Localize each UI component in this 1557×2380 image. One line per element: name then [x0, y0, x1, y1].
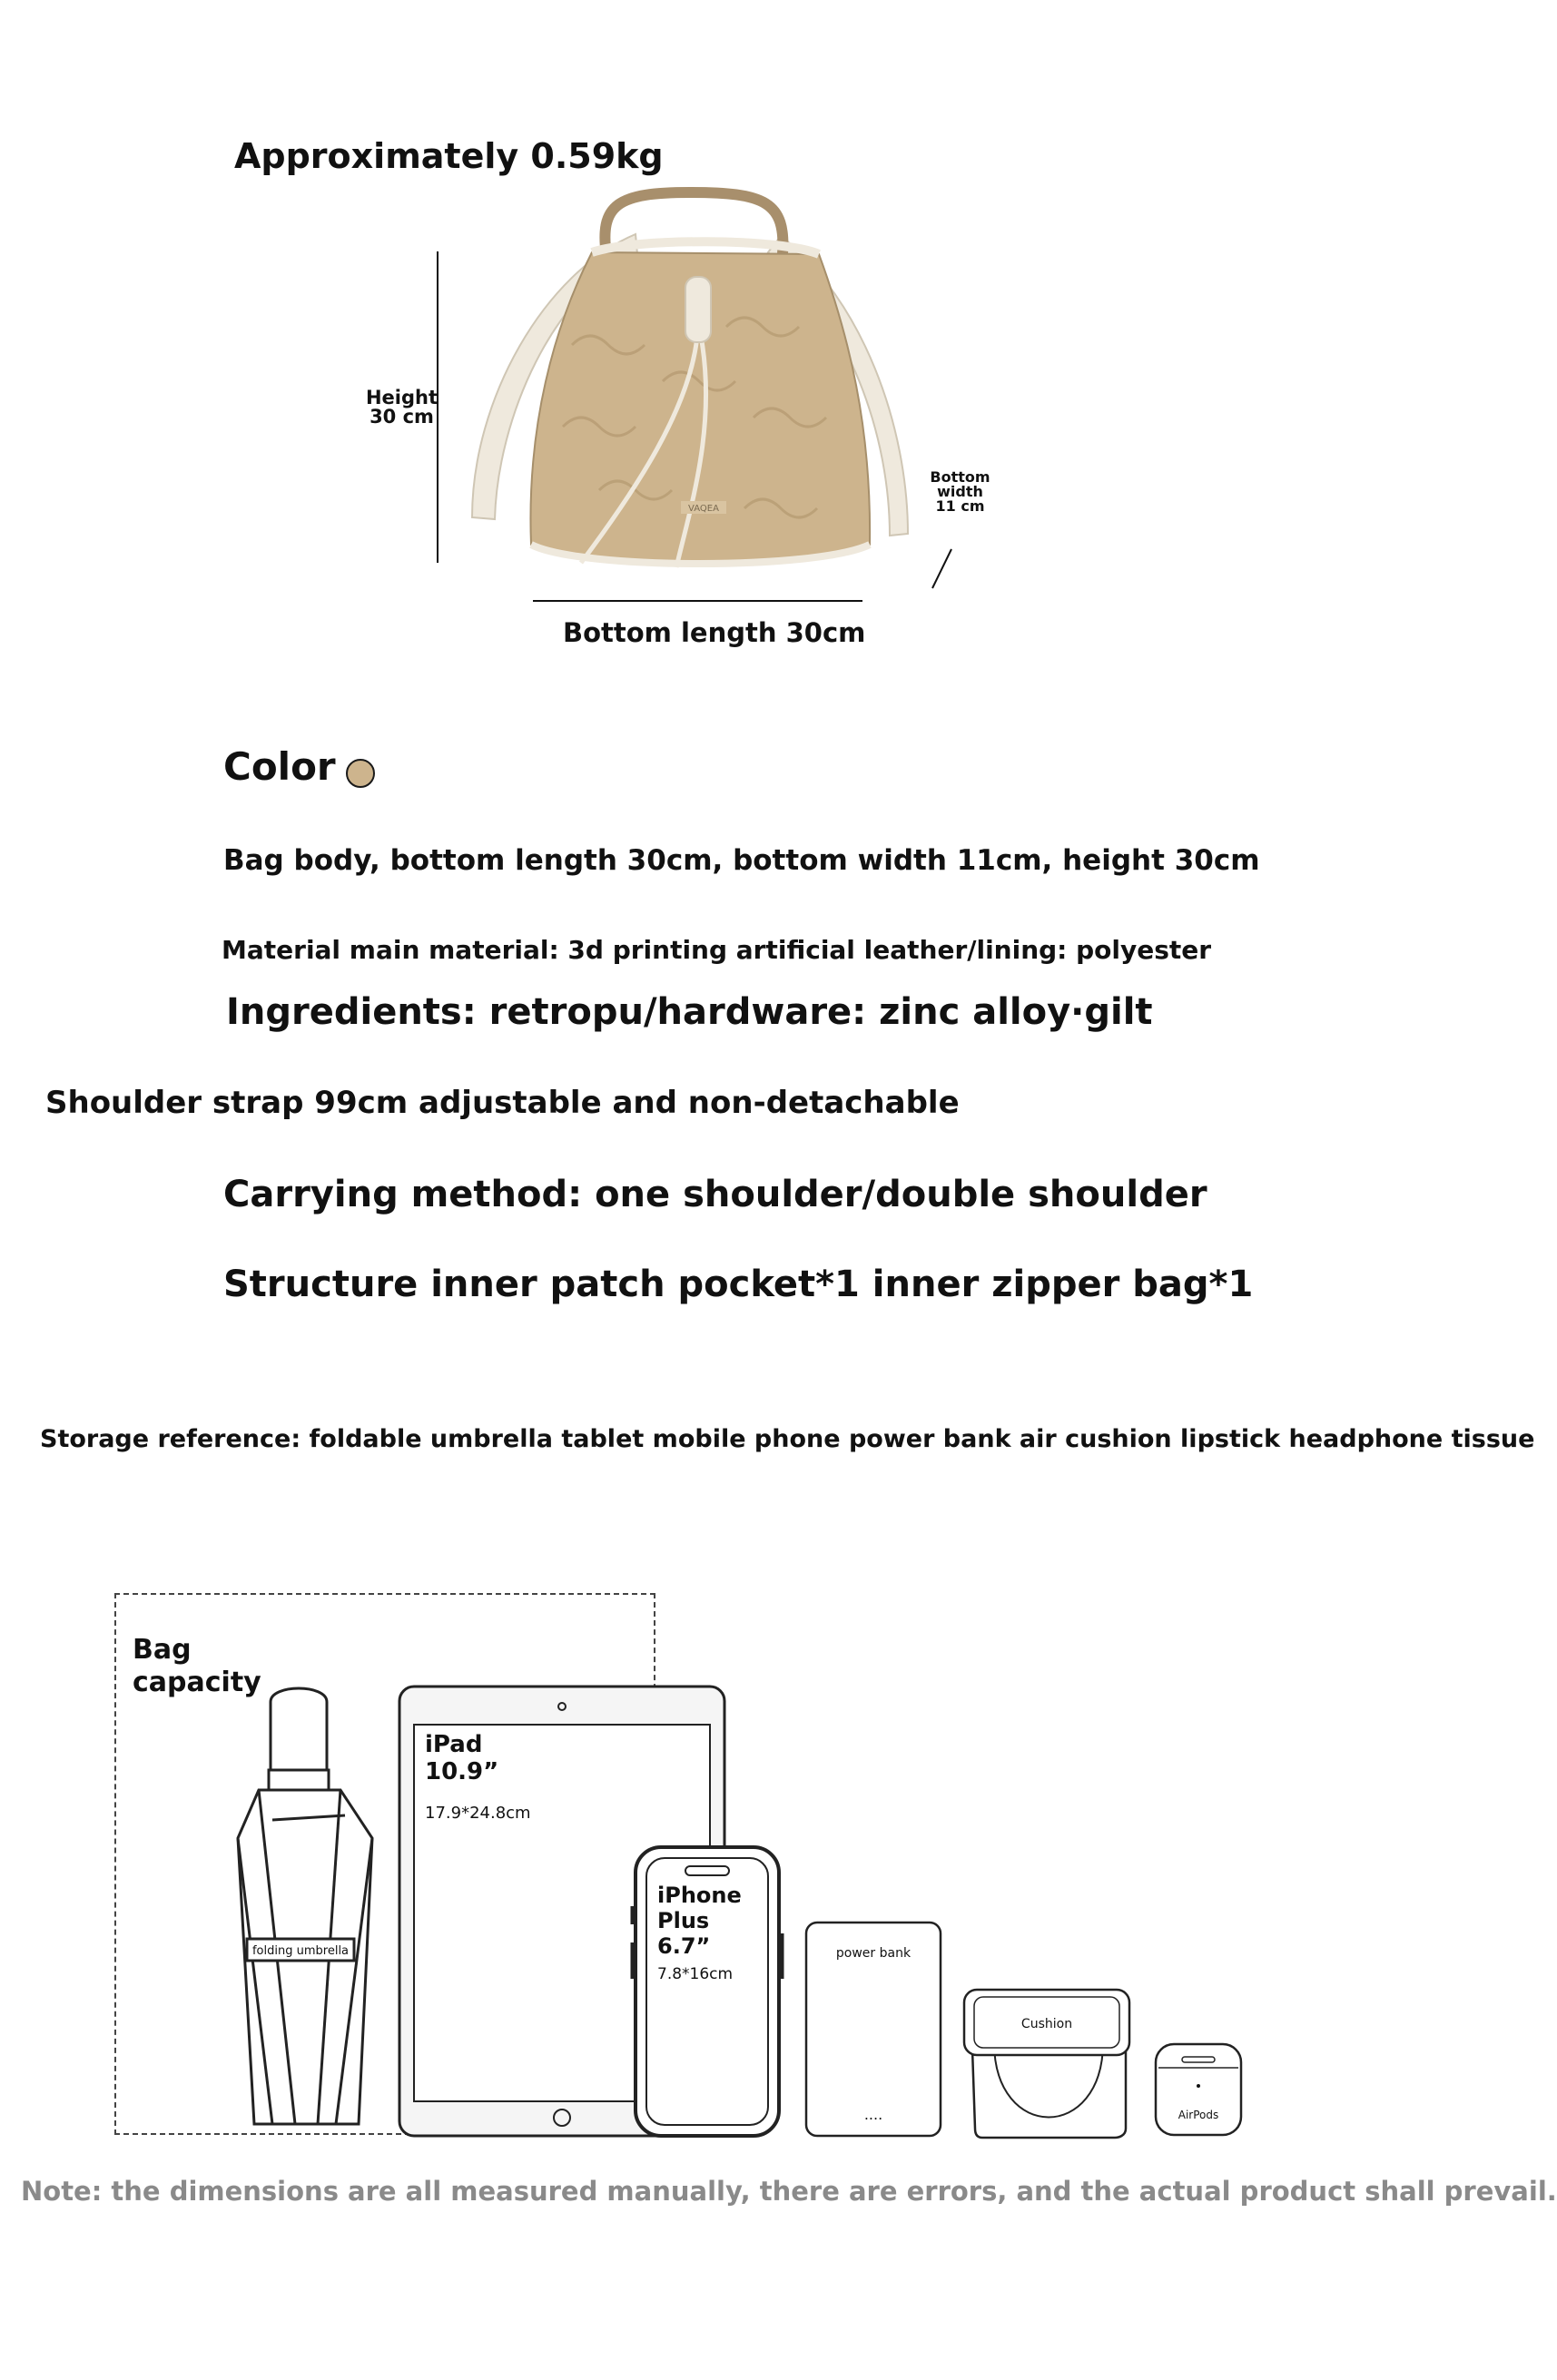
spec-body: Bag body, bottom length 30cm, bottom width 11cm, height 30cm: [223, 844, 1260, 877]
width-line: [932, 549, 951, 588]
bag-capacity-label: Bag capacity: [133, 1634, 261, 1698]
weight-title: Approximately 0.59kg: [234, 136, 664, 176]
storage-reference: Storage reference: foldable umbrella tablet mobile phone power bank air cushion lipstick headphone tissue: [40, 1425, 1535, 1453]
iphone-size: 7.8*16cm: [657, 1965, 734, 1983]
color-label: Color: [223, 744, 336, 789]
disclaimer-note: Note: the dimensions are all measured manually, there are errors, and the actual product shall prevail.: [21, 2176, 1557, 2207]
spec-structure: Structure inner patch pocket*1 inner zipper bag*1: [223, 1264, 1254, 1305]
brand-label: VAQEA: [688, 504, 719, 514]
length-label: Bottom length 30cm: [563, 617, 866, 648]
spec-carrying: Carrying method: one shoulder/double shoulder: [223, 1174, 1207, 1215]
cushion-label: Cushion: [1020, 2017, 1073, 2031]
power-bank-dots: ....: [863, 2106, 883, 2123]
umbrella-label: folding umbrella: [251, 1944, 350, 1958]
bag-dimension-diagram: [0, 0, 1362, 690]
iphone-name-line1: iPhone: [657, 1883, 742, 1908]
airpods-icon: [1156, 2044, 1241, 2135]
spec-material: Material main material: 3d printing artificial leather/lining: polyester: [222, 935, 1212, 965]
power-bank-icon: [806, 1923, 941, 2136]
power-bank-label: power bank: [835, 1946, 912, 1961]
ipad-size: 17.9*24.8cm: [425, 1804, 531, 1823]
airpods-label: AirPods: [1178, 2109, 1219, 2121]
color-swatch: [346, 759, 375, 788]
width-label: Bottom width 11 cm: [930, 468, 990, 515]
spec-strap: Shoulder strap 99cm adjustable and non-detachable: [45, 1085, 960, 1121]
cushion-icon: [964, 1990, 1129, 2138]
umbrella-icon: [238, 1688, 372, 2124]
capacity-items-illustration: [0, 1634, 1362, 2151]
ipad-name-line2: 10.9”: [425, 1758, 499, 1785]
iphone-name-line3: 6.7”: [657, 1933, 711, 1959]
iphone-icon: [633, 1847, 782, 2136]
spec-ingredients: Ingredients: retropu/hardware: zinc alloy·gilt: [226, 991, 1153, 1033]
height-label: Height 30 cm: [365, 387, 439, 428]
iphone-name-line2: Plus: [657, 1908, 710, 1933]
ipad-name-line1: iPad: [425, 1731, 483, 1758]
bag-image: [472, 192, 908, 567]
